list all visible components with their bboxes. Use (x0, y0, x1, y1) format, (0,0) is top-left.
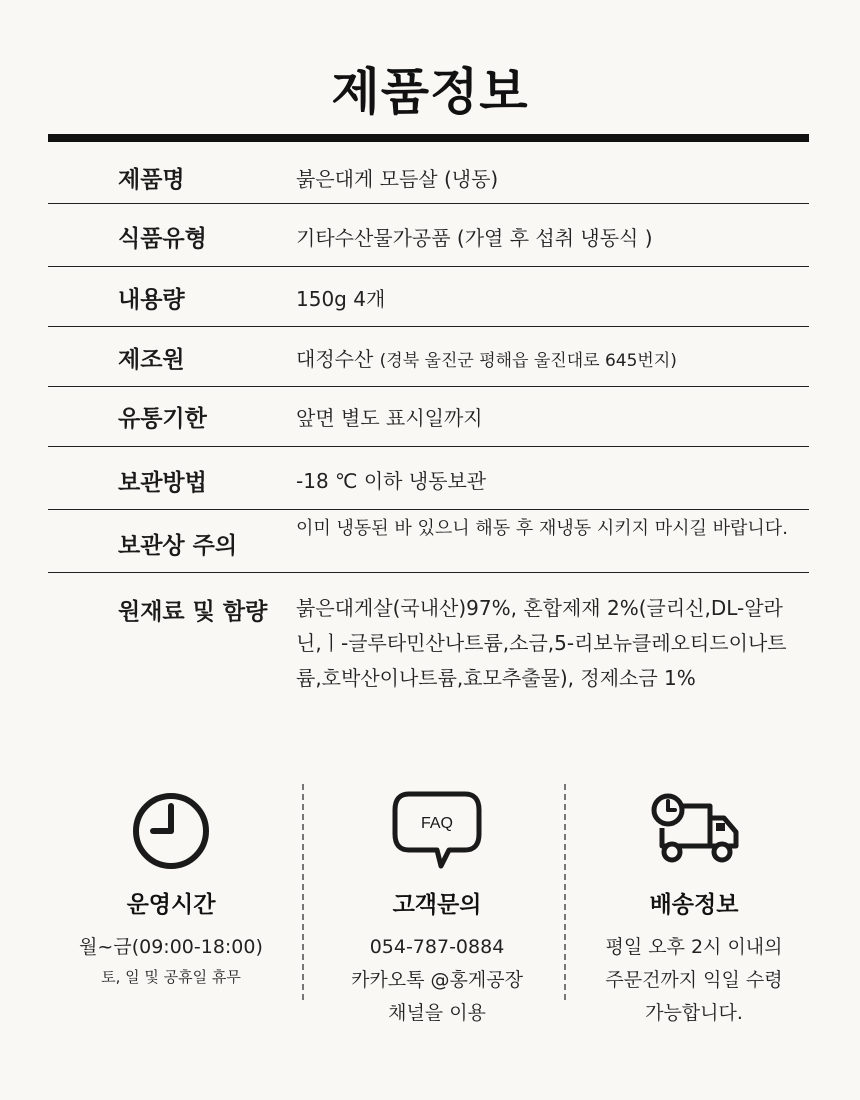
table-row-storage (48, 447, 809, 510)
manufacturer-address: (경북 울진군 평해읍 울진대로 645번지) (379, 351, 677, 371)
operating-hours-block (40, 784, 302, 987)
faq-chat-bubble-icon (387, 788, 487, 874)
delivery-truck-icon (644, 788, 744, 874)
customer-channel: 채널을 이용 (388, 1002, 486, 1024)
delivery-info-title: 배송정보 (649, 892, 739, 918)
customer-kakao: 카카오톡 @홍게공장 (351, 969, 523, 991)
customer-inquiry-block (306, 784, 568, 1030)
faq-icon-label: FAQ (420, 815, 454, 832)
table-row-storage-caution (48, 510, 809, 573)
row-label: 제품명 (118, 167, 185, 193)
row-value: 앞면 별도 표시일까지 (296, 406, 483, 430)
table-row-expiry (48, 387, 809, 447)
row-value: 150g 4개 (296, 287, 386, 311)
title-underline (48, 134, 809, 142)
row-value: 이미 냉동된 바 있으니 해동 후 재냉동 시키지 마시길 바랍니다. (296, 518, 788, 539)
row-value: 붉은대게살(국내산)97%, 혼합제재 2%(글리신,DL-알라닌,ㅣ-글루타민산나트륨,소금,5-리보뉴클레오티드이나트륨,호박산이나트륨,효모추출물), 정제소금 1% (296, 596, 787, 690)
row-label: 내용량 (118, 287, 185, 313)
table-row-quantity (48, 267, 809, 327)
row-value: 기타수산물가공품 (가열 후 섭취 냉동식 ) (296, 226, 653, 250)
manufacturer-name: 대정수산 (296, 347, 374, 371)
row-label: 보관상 주의 (118, 533, 238, 559)
row-label: 원재료 및 함량 (118, 599, 268, 625)
table-row-ingredients (48, 573, 809, 733)
row-label: 유통기한 (118, 406, 207, 432)
dashed-divider (302, 784, 304, 1000)
delivery-line-3: 가능합니다. (645, 1002, 743, 1024)
customer-inquiry-title: 고객문의 (392, 892, 482, 918)
row-label: 식품유형 (118, 226, 207, 252)
row-label: 보관방법 (118, 470, 207, 496)
table-row-product-name (48, 142, 809, 204)
table-row-manufacturer (48, 327, 809, 387)
table-row-food-type (48, 204, 809, 267)
clock-icon (121, 788, 221, 874)
delivery-line-1: 평일 오후 2시 이내의 (605, 936, 783, 958)
row-value: 붉은대게 모듬살 (냉동) (296, 167, 499, 191)
operating-hours-weekdays: 월~금(09:00-18:00) (79, 936, 263, 958)
service-info-section (0, 784, 860, 1064)
operating-hours-title: 운영시간 (126, 892, 216, 918)
operating-hours-closed: 토, 일 및 공휴일 휴무 (101, 968, 241, 986)
row-value (296, 343, 789, 372)
product-info-table (48, 142, 809, 733)
delivery-line-2: 주문건까지 익일 수령 (605, 969, 783, 991)
page-title: 제품정보 (331, 63, 529, 121)
row-value: -18 ℃ 이하 냉동보관 (296, 469, 487, 493)
row-label: 제조원 (118, 347, 185, 373)
delivery-info-block (563, 784, 825, 1030)
customer-phone: 054-787-0884 (369, 936, 505, 958)
